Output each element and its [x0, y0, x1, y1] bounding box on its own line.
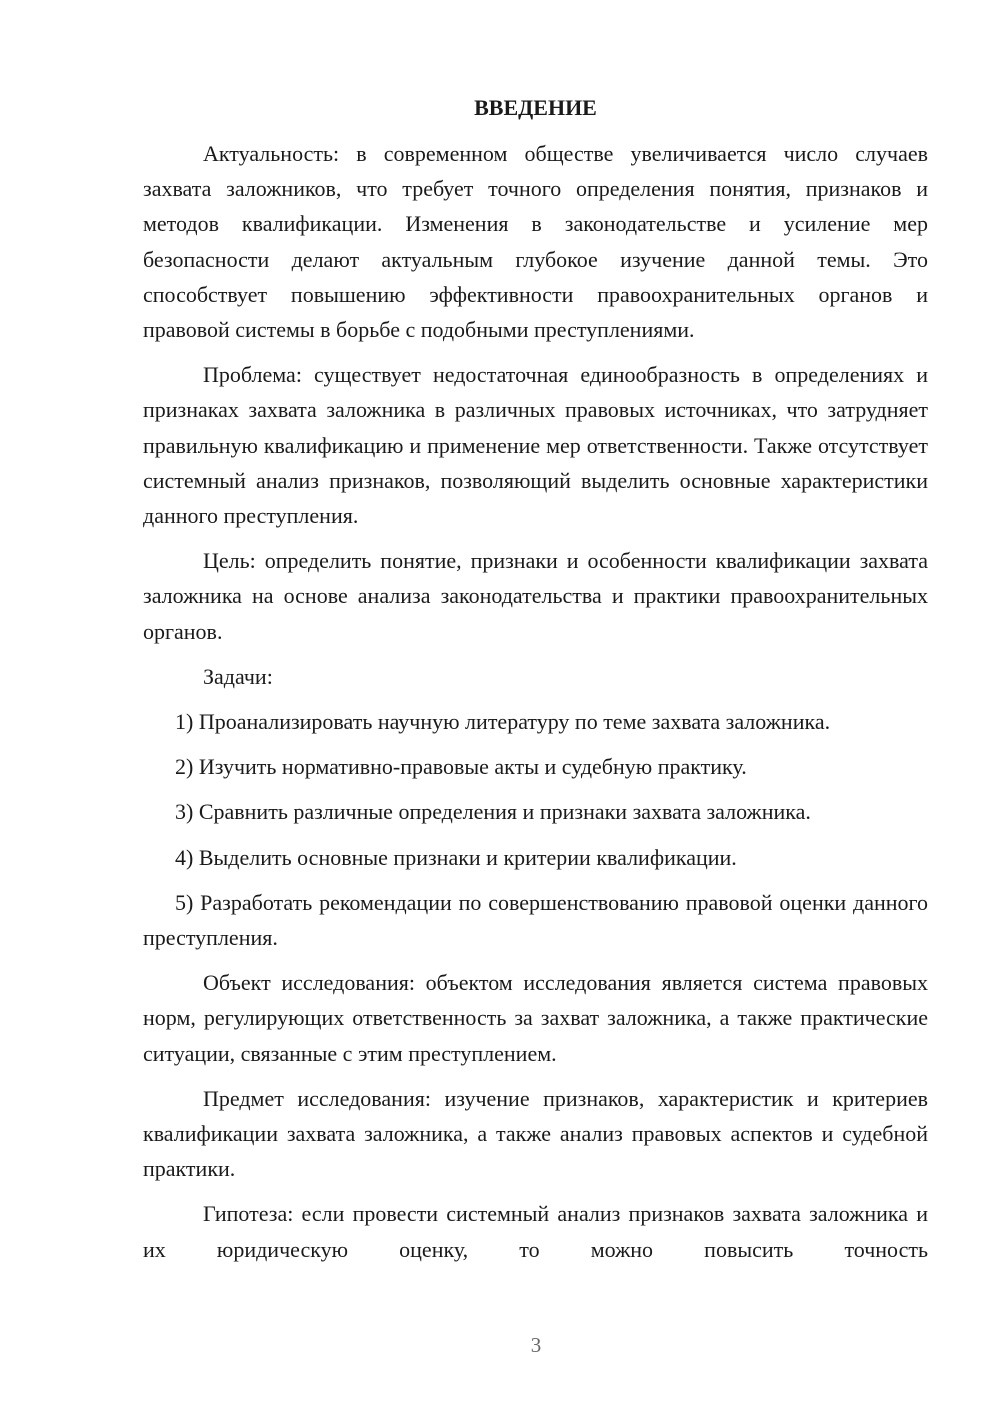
paragraph-object: Объект исследования: объектом исследования является система правовых норм, регулирующих ответственность за захват заложника, а также практические ситуации, связанные с этим преступлением. [143, 970, 928, 1066]
paragraph-subject: Предмет исследования: изучение признаков, характеристик и критериев квалификации захвата заложника, а также анализ правовых аспектов и судебной практики. [143, 1085, 928, 1182]
page-number: 3 [530, 1333, 542, 1357]
task-item-2: 2) Изучить нормативно-правовые акты и судебную практику. [175, 754, 747, 780]
task-item-1: 1) Проанализировать научную литературу по теме захвата заложника. [175, 709, 831, 735]
paragraph-tasks-heading: Задачи: [203, 663, 273, 689]
task-item-3: 3) Сравнить различные определения и признаки захвата заложника. [175, 799, 811, 825]
paragraph-goal: Цель: определить понятие, признаки и особенности квалификации захвата заложника на основе анализа законодательства и практики правоохранительных органов. [143, 548, 928, 644]
document-page [143, 90, 928, 1267]
paragraph-problem: Проблема: существует недостаточная единообразность в определениях и признаках захвата заложника в различных правовых источниках, что затрудняет правильную квалификацию и применение мер ответственности. Также отсутствует системный анализ признаков, позволяющий выделить основные характеристики данного преступления. [143, 362, 928, 529]
paragraph-hypothesis: Гипотеза: если провести системный анализ признаков захвата заложника и их юридическую оценку, то можно повысить точность [143, 1201, 928, 1262]
task-item-5: 5) Разработать рекомендации по совершенствованию правовой оценки данного преступления. [143, 889, 928, 951]
paragraph-relevance: Актуальность: в современном обществе увеличивается число случаев захвата заложников, что требует точного определения понятия, признаков и методов квалификации. Изменения в законодательстве и усиление мер безопасности делают актуальным глубокое изучение данной темы. Это способствует повышению эффективности правоохранительных органов и правовой системы в борьбе с подобными преступлениями. [143, 141, 928, 343]
task-item-4: 4) Выделить основные признаки и критерии квалификации. [175, 844, 737, 870]
section-title: ВВЕДЕНИЕ [474, 95, 597, 120]
